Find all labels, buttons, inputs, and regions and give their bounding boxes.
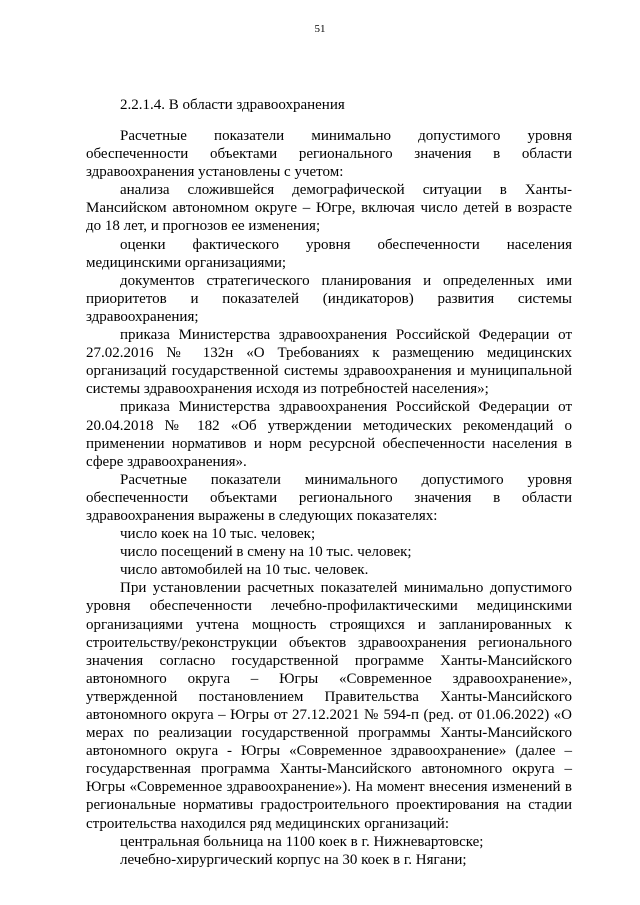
list-item: число посещений в смену на 10 тыс. человек; [120, 544, 412, 561]
list-item: число автомобилей на 10 тыс. человек. [120, 562, 369, 579]
paragraph: При установлении расчетных показателей минимально допустимого уровня обеспеченности лечебно-профилактическими медицинскими организациями учтена мощность строящихся и запланированных к строительству/реконструкции объектов здравоохранения регионального значения согласно государственной программе Ханты-Мансийского автономного округа – Югры «Современное здравоохранение», утвержденной постановлением Правительства Ханты-Мансийского автономного округа – Югры от 27.12.2021 № 594-п (ред. от 01.06.2022) «О мерах по реализации государственной программы Ханты-Мансийского автономного округа - Югры «Современное здравоохранение» (далее – государственная программа Ханты-Мансийского автономного округа – Югры «Современное здравоохранение»). На момент внесения изменений в региональные нормативы градостроительного проектирования на стадии строительства находился ряд медицинских организаций: [86, 580, 572, 832]
document-body [86, 127, 572, 869]
list-item: центральная больница на 1100 коек в г. Нижневартовске; [120, 833, 484, 850]
list-item: приказа Министерства здравоохранения Российской Федерации от 27.02.2016 № 132н «О Требованиях к размещению медицинских организаций государственной системы здравоохранения и муниципальной системы здравоохранения исходя из потребностей населения»; [86, 327, 572, 398]
list-item: лечебно-хирургический корпус на 30 коек в г. Нягани; [120, 851, 467, 868]
section-heading: 2.2.1.4. В области здравоохранения [120, 97, 345, 113]
list-item: оценки фактического уровня обеспеченности населения медицинскими организациями; [86, 236, 572, 271]
paragraph: Расчетные показатели минимального допустимого уровня обеспеченности объектами регионального значения в области здравоохранения выражены в следующих показателях: [86, 471, 572, 524]
paragraph: Расчетные показатели минимально допустимого уровня обеспеченности объектами регионального значения в области здравоохранения установлены с учетом: [86, 128, 572, 181]
list-item: приказа Министерства здравоохранения Российской Федерации от 20.04.2018 № 182 «Об утверждении методических рекомендаций о применении нормативов и норм ресурсной обеспеченности населения в сфере здравоохранения». [86, 399, 572, 470]
list-item: число коек на 10 тыс. человек; [120, 526, 316, 543]
list-item: анализа сложившейся демографической ситуации в Ханты-Мансийском автономном округе – Югре, включая число детей в возрасте до 18 лет, и прогнозов ее изменения; [86, 182, 572, 235]
list-item: документов стратегического планирования и определенных ими приоритетов и показателей (индикаторов) развития системы здравоохранения; [86, 272, 572, 325]
page-number: 51 [314, 23, 326, 35]
